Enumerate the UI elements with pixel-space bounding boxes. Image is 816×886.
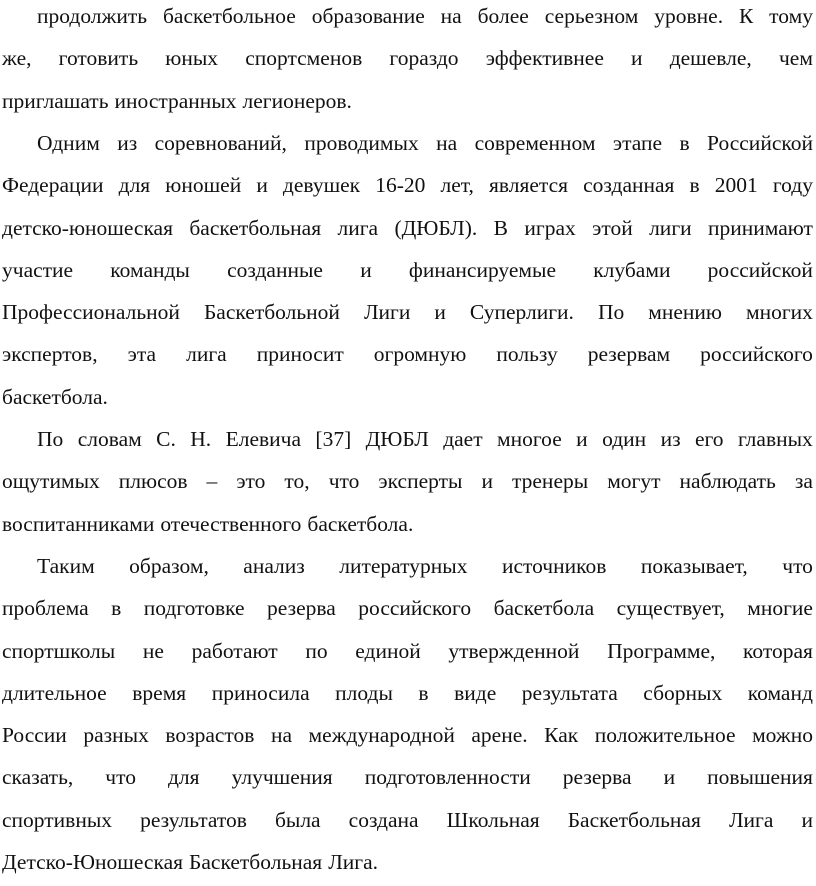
text-line: приглашать иностранных легионеров. (2, 88, 352, 113)
text-line: Федерации для юношей и девушек 16-20 лет, является созданная в 2001 году (2, 173, 813, 198)
text-line: России разных возрастов на международной арене. Как положительное можно (2, 723, 813, 748)
text-line: спортивных результатов была создана Школьная Баскетбольная Лига и (2, 807, 813, 832)
text-line: участие команды созданные и финансируемые клубами российской (2, 257, 813, 282)
text-line: продолжить баскетбольное образование на более серьезном уровне. К тому (37, 4, 813, 28)
text-line: спортшколы не работают по единой утвержденной Программе, которая (2, 638, 813, 663)
text-line: баскетбола. (2, 384, 108, 409)
text-line: проблема в подготовке резерва российского баскетбола существует, многие (2, 596, 813, 621)
text-line: детско-юношеская баскетбольная лига (ДЮБЛ). В играх этой лиги принимают (2, 215, 813, 240)
text-line: Детско-Юношеская Баскетбольная Лига. (2, 850, 379, 874)
text-line: По словам С. Н. Елевича [37] ДЮБЛ дает многое и один из его главных (37, 427, 813, 451)
text-line: сказать, что для улучшения подготовленности резерва и повышения (2, 765, 813, 790)
text-line: ощутимых плюсов – это то, что эксперты и тренеры могут наблюдать за (2, 469, 813, 494)
text-line: Одним из соревнований, проводимых на современном этапе в Российской (37, 130, 813, 155)
text-line: Таким образом, анализ литературных источников показывает, что (37, 553, 813, 578)
text-line: воспитанниками отечественного баскетбола. (2, 511, 414, 536)
text-line: длительное время приносила плоды в виде результата сборных команд (2, 680, 813, 705)
text-line: экспертов, эта лига приносит огромную пользу резервам российского (2, 342, 813, 367)
text-line: же, готовить юных спортсменов гораздо эффективнее и дешевле, чем (2, 46, 813, 71)
text-line: Профессиональной Баскетбольной Лиги и Суперлиги. По мнению многих (2, 300, 813, 325)
